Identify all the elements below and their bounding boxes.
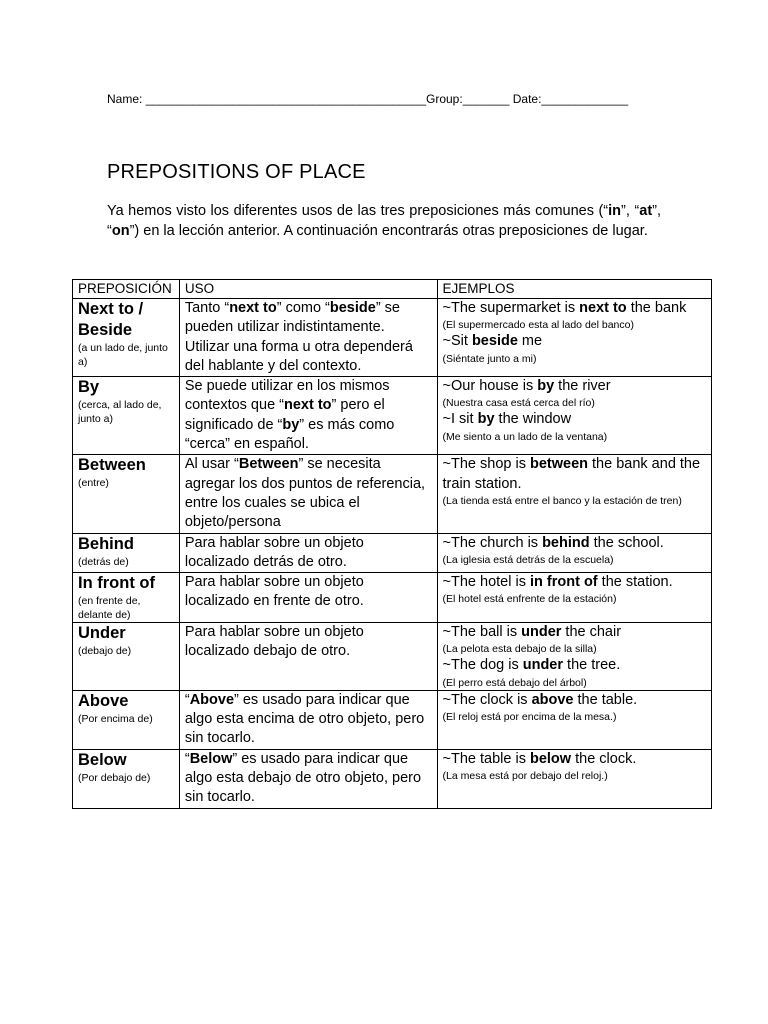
usage-cell: “Below” es usado para indicar que algo esta debajo de otro objeto, pero sin tocarlo. xyxy=(179,749,437,808)
table-row xyxy=(73,299,712,377)
example-sentence: ~Our house is by the river xyxy=(442,378,611,395)
example-translation: (La tienda está entre el banco y la estación de tren) xyxy=(442,494,682,507)
preposition-name: Next to / Beside xyxy=(78,300,144,339)
prepositions-table xyxy=(72,279,712,809)
example-sentence: ~The table is below the clock. xyxy=(442,750,637,767)
examples-cell xyxy=(437,623,711,691)
table-header-row xyxy=(73,280,712,299)
preposition-cell xyxy=(73,299,180,377)
preposition-cell xyxy=(73,377,180,455)
table-row xyxy=(73,623,712,691)
examples-cell xyxy=(437,690,711,749)
header-uso: USO xyxy=(179,280,437,299)
preposition-name: Below xyxy=(78,750,127,769)
example-sentence: ~The dog is under the tree. xyxy=(442,657,621,674)
preposition-translation: (entre) xyxy=(78,477,109,490)
preposition-cell xyxy=(73,455,180,533)
example-translation: (El hotel está enfrente de la estación) xyxy=(442,593,617,606)
preposition-translation: (cerca, al lado de, junto a) xyxy=(78,399,162,426)
preposition-translation: (detrás de) xyxy=(78,555,129,568)
table-row xyxy=(73,377,712,455)
preposition-name: By xyxy=(78,378,100,397)
example-sentence: ~The ball is under the chair xyxy=(442,624,622,641)
usage-cell: Para hablar sobre un objeto localizado en frente de otro. xyxy=(179,573,437,623)
preposition-name: Above xyxy=(78,691,129,710)
example-translation: (El supermercado esta al lado del banco) xyxy=(442,319,634,332)
usage-cell: Para hablar sobre un objeto localizado detrás de otro. xyxy=(179,533,437,573)
student-info-line xyxy=(107,92,667,106)
date-label: Date: xyxy=(509,92,542,106)
group-label: Group: xyxy=(426,92,463,106)
examples-cell xyxy=(437,573,711,623)
preposition-name: In front of xyxy=(78,574,155,593)
example-sentence: ~The clock is above the table. xyxy=(442,691,638,708)
example-sentence: ~I sit by the window xyxy=(442,411,572,428)
example-translation: (Nuestra casa está cerca del río) xyxy=(442,397,595,410)
table-row xyxy=(73,573,712,623)
example-sentence: ~Sit beside me xyxy=(442,333,543,350)
preposition-translation: (a un lado de, junto a) xyxy=(78,342,168,368)
examples-cell xyxy=(437,533,711,573)
table-row xyxy=(73,749,712,808)
preposition-cell xyxy=(73,573,180,623)
example-translation: (La iglesia está detrás de la escuela) xyxy=(442,553,614,566)
preposition-cell xyxy=(73,690,180,749)
example-translation: (El reloj está por encima de la mesa.) xyxy=(442,711,617,724)
usage-cell: “Above” es usado para indicar que algo esta encima de otro objeto, pero sin tocarlo. xyxy=(179,690,437,749)
example-sentence: ~The shop is between the bank and the train station. xyxy=(442,456,701,492)
group-blank: _______ xyxy=(462,92,510,106)
example-sentence: ~The supermarket is next to the bank xyxy=(442,300,687,316)
table-row xyxy=(73,455,712,533)
example-translation: (Siéntate junto a mi) xyxy=(442,352,537,365)
example-translation: (Me siento a un lado de la ventana) xyxy=(442,430,608,443)
date-blank: _____________ xyxy=(541,92,629,106)
name-label: Name: xyxy=(107,92,146,106)
usage-cell: Tanto “next to” como “beside” se pueden utilizar indistintamente. Utilizar una forma u otra dependerá del hablante y del contexto. xyxy=(179,299,437,377)
examples-cell xyxy=(437,749,711,808)
preposition-name: Between xyxy=(78,456,146,475)
preposition-translation: (Por debajo de) xyxy=(78,771,151,784)
preposition-cell xyxy=(73,623,180,691)
intro-paragraph: Ya hemos visto los diferentes usos de las tres preposiciones más comunes (“in”, “at”, “on”) en la lección anterior. A continuación encontrarás otras preposiciones de lugar. xyxy=(107,203,662,239)
preposition-cell xyxy=(73,533,180,573)
example-translation: (El perro está debajo del árbol) xyxy=(442,676,587,689)
preposition-translation: (en frente de, delante de) xyxy=(78,595,141,622)
usage-cell: Para hablar sobre un objeto localizado debajo de otro. xyxy=(179,623,437,691)
example-translation: (La mesa está por debajo del reloj.) xyxy=(442,769,608,782)
example-sentence: ~The hotel is in front of the station. xyxy=(442,574,673,591)
usage-cell: Al usar “Between” se necesita agregar los dos puntos de referencia, entre los cuales se ubica el objeto/persona xyxy=(179,455,437,533)
preposition-name: Behind xyxy=(78,534,134,553)
preposition-cell xyxy=(73,749,180,808)
preposition-translation: (debajo de) xyxy=(78,645,132,658)
examples-cell xyxy=(437,455,711,533)
page-title: PREPOSITIONS OF PLACE xyxy=(107,161,366,183)
name-blank: __________________________________________ xyxy=(145,92,426,106)
preposition-name: Under xyxy=(78,624,126,643)
examples-cell xyxy=(437,299,711,377)
example-translation: (La pelota esta debajo de la silla) xyxy=(442,643,597,656)
usage-cell: Se puede utilizar en los mismos contextos que “next to” pero el significado de “by” es más como “cerca” en español. xyxy=(179,377,437,455)
table-row xyxy=(73,690,712,749)
example-sentence: ~The church is behind the school. xyxy=(442,534,664,551)
examples-cell xyxy=(437,377,711,455)
header-preposicion: PREPOSICIÓN xyxy=(73,280,180,299)
table-row xyxy=(73,533,712,573)
preposition-translation: (Por encima de) xyxy=(78,712,153,725)
header-ejemplos: EJEMPLOS xyxy=(437,280,711,299)
